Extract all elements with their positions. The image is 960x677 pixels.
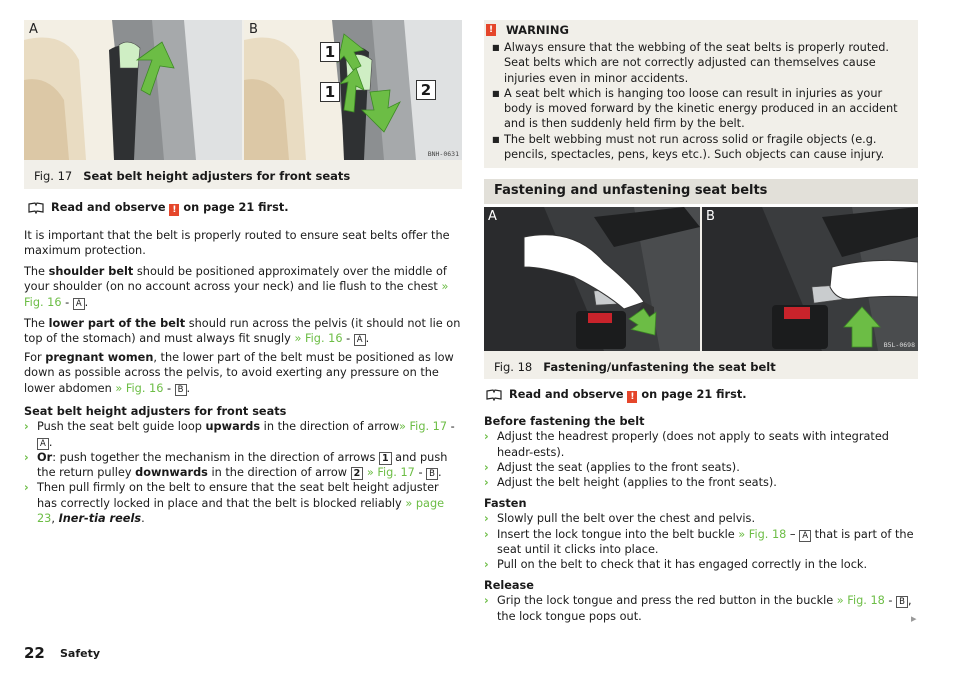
figure-17-caption <box>34 169 350 183</box>
text: should run across the pelvis (it should not lie on top of the stomach) and must always fit snugly <box>24 317 461 346</box>
text: - <box>884 594 897 608</box>
text: - <box>163 381 175 395</box>
warning-icon: ! <box>169 204 179 216</box>
chevron-right-icon: › <box>484 558 489 572</box>
panel-ref-box: A <box>799 530 811 542</box>
text: – <box>786 527 800 541</box>
figure-18-caption-text: Fastening/unfastening the seat belt <box>543 360 776 374</box>
text-bold: Or <box>37 450 53 464</box>
panel-ref-box: B <box>426 468 438 480</box>
list-item <box>484 527 918 558</box>
text: , <box>51 512 59 526</box>
square-bullet-icon: ■ <box>492 134 500 144</box>
panel-ref-box: B <box>896 596 908 608</box>
right-read-observe <box>509 388 747 403</box>
chevron-right-icon: › <box>484 460 489 474</box>
panel-ref-box: A <box>354 334 366 346</box>
list-item <box>484 460 918 475</box>
warning-item <box>492 40 912 86</box>
figure-18-panel-b <box>702 207 918 351</box>
text: - <box>414 466 427 480</box>
text: . <box>84 295 89 309</box>
term-shoulder-belt: shoulder belt <box>48 265 134 278</box>
figure-18-caption <box>494 360 776 374</box>
text: in the direction of arrow <box>260 420 399 434</box>
figure-17-callout-2: 2 <box>416 80 436 100</box>
text-bold: downwards <box>135 466 208 480</box>
list-item <box>484 593 918 624</box>
left-paragraph-4 <box>24 350 462 396</box>
release-heading: Release <box>484 579 534 592</box>
text: Adjust the seat (applies to the front seats). <box>497 460 740 474</box>
fig-17-link[interactable]: » Fig. 17 <box>399 420 448 434</box>
text: . <box>437 466 442 480</box>
before-fastening-section <box>484 414 918 490</box>
text: Insert the lock tongue into the belt buckle <box>497 527 739 541</box>
warning-item <box>492 86 912 132</box>
text: - <box>447 420 455 434</box>
warning-box <box>484 20 918 168</box>
term-lower-belt: lower part of the belt <box>48 317 186 330</box>
warning-text: Always ensure that the webbing of the seat belts is properly routed. Seat belts which are not correctly adjusted can themselves cause injuries even in minor accidents. <box>504 41 889 85</box>
text: . <box>48 435 53 449</box>
chevron-right-icon: › <box>24 420 29 434</box>
text: Pull on the belt to check that it has engaged correctly in the lock. <box>497 558 868 572</box>
before-heading: Before fastening the belt <box>484 415 645 428</box>
text: - <box>342 332 354 346</box>
read-observe-link[interactable]: on page 21 first. <box>183 201 289 214</box>
text: Grip the lock tongue and press the red button in the buckle <box>497 594 837 608</box>
list-item <box>484 475 918 490</box>
text: Push the seat belt guide loop <box>37 420 206 434</box>
figure-18-label-a: A <box>488 209 497 224</box>
figure-17-caption-text: Seat belt height adjusters for front seats <box>83 169 351 183</box>
read-observe-link[interactable]: on page 21 first. <box>641 388 747 401</box>
text: and push the return pulley <box>37 450 448 480</box>
text-italic: Iner-tia reels <box>58 512 142 526</box>
panel-ref-box: A <box>37 438 49 450</box>
text: should be positioned approximately over the middle of your shoulder (on no account across your neck) and lie flush to the chest <box>24 265 447 294</box>
text: : push together the mechanism in the direction of arrows <box>52 450 379 464</box>
fig-16-link[interactable]: » Fig. 16 <box>24 280 449 309</box>
figure-17-callout-1-mid: 1 <box>320 82 340 102</box>
text: . <box>141 512 145 526</box>
text: . <box>365 332 370 346</box>
list-item <box>24 480 462 526</box>
warning-item <box>492 132 912 163</box>
text: , the lock tongue pops out. <box>497 594 912 623</box>
left-paragraph-2 <box>24 264 462 310</box>
page-number: 22 <box>24 644 45 662</box>
chevron-right-icon: › <box>484 430 489 444</box>
section-title: Fastening and unfastening seat belts <box>494 183 768 198</box>
text: Adjust the belt height (applies to the front seats). <box>497 476 777 490</box>
chevron-right-icon: › <box>484 476 489 490</box>
text: The <box>24 317 49 330</box>
figure-17-callout-1-top: 1 <box>320 42 340 62</box>
fig-17-link[interactable]: » Fig. 17 <box>366 466 415 480</box>
figure-18-panel-a <box>484 207 700 351</box>
figure-17-label-b: B <box>249 22 258 37</box>
fasten-section <box>484 496 918 572</box>
next-page-arrow-icon[interactable]: ▸ <box>911 612 917 625</box>
figure-17-code: BNH-0631 <box>427 150 459 158</box>
right-column <box>484 0 918 677</box>
list-item <box>484 429 918 460</box>
square-bullet-icon: ■ <box>492 43 500 52</box>
text: Then pull firmly on the belt to ensure that the seat belt height adjuster has correctly locked in place and that the belt is blocked reliably <box>37 481 439 510</box>
figure-17-panel-b <box>244 20 462 160</box>
book-icon <box>28 202 44 214</box>
text: Slowly pull the belt over the chest and pelvis. <box>497 512 756 526</box>
text: Adjust the headrest properly (does not apply to seats with integrated headr-ests). <box>497 430 889 459</box>
text: , the lower part of the belt must be positioned as low down as possible across the pelvis, to avoid exerting any pressure on the lower abdomen <box>24 351 454 395</box>
fig-16-link[interactable]: » Fig. 16 <box>115 381 164 395</box>
section-heading <box>484 179 918 204</box>
figure-18-illustration-a <box>484 207 700 351</box>
text: that is part of the seat until it clicks into place. <box>497 527 914 556</box>
warning-text: A seat belt which is hanging too loose can result in injuries as your body is moved forward by the kinetic energy produced in an accident and is then suddenly held firm by the belt. <box>504 86 898 131</box>
warning-icon: ! <box>627 391 637 403</box>
figure-17-panel-a <box>24 20 242 160</box>
figure-17-caption-number: Fig. 17 <box>34 169 73 183</box>
adjusters-section <box>24 404 462 526</box>
list-item <box>24 419 462 450</box>
list-item <box>24 450 462 481</box>
fig-18-link[interactable]: » Fig. 18 <box>836 594 885 608</box>
read-observe-text: Read and observe <box>509 388 624 401</box>
chevron-right-icon: › <box>24 450 29 464</box>
text: For <box>24 351 46 364</box>
term-pregnant-women: pregnant women <box>45 351 154 364</box>
chevron-right-icon: › <box>484 512 489 526</box>
figure-18-code: B5L-0698 <box>883 341 915 349</box>
warning-icon: ! <box>486 24 496 36</box>
chevron-right-icon: › <box>484 594 489 608</box>
read-observe-text: Read and observe <box>51 201 166 214</box>
panel-ref-box: A <box>73 298 85 310</box>
chevron-right-icon: › <box>484 527 489 541</box>
fig-18-link[interactable]: » Fig. 18 <box>738 527 787 541</box>
left-read-observe <box>51 201 289 216</box>
figure-17 <box>24 20 462 189</box>
footer-section-name: Safety <box>60 647 101 660</box>
fasten-heading: Fasten <box>484 497 527 510</box>
book-icon <box>486 389 502 401</box>
left-paragraph-3 <box>24 316 462 347</box>
warning-list <box>492 40 912 162</box>
text: . <box>186 381 191 395</box>
fig-16-link[interactable]: » Fig. 16 <box>294 332 343 346</box>
square-bullet-icon: ■ <box>492 88 500 98</box>
figure-18-caption-number: Fig. 18 <box>494 360 533 374</box>
figure-17-illustration-a <box>24 20 242 160</box>
page-23-link[interactable]: » page 23 <box>37 496 445 526</box>
warning-text: The belt webbing must not run across solid or fragile objects (e.g. pencils, spectacles, pens, keys etc.). Such objects can cause injury. <box>504 132 885 162</box>
callout-ref-1: 1 <box>379 452 392 465</box>
text-bold: upwards <box>205 420 261 434</box>
panel-ref-box: B <box>175 384 187 396</box>
figure-18 <box>484 207 918 379</box>
release-section <box>484 578 918 624</box>
adjusters-heading: Seat belt height adjusters for front seats <box>24 405 287 418</box>
chevron-right-icon: › <box>24 481 29 495</box>
warning-title: WARNING <box>506 23 569 37</box>
figure-18-label-b: B <box>706 209 715 224</box>
callout-ref-2: 2 <box>351 467 364 480</box>
left-paragraph-1 <box>24 228 462 259</box>
figure-18-illustration-b <box>702 207 918 351</box>
left-column <box>24 0 462 677</box>
text: - <box>61 295 73 309</box>
text: in the direction of arrow <box>207 466 351 480</box>
figure-17-label-a: A <box>29 22 38 37</box>
text: The <box>24 265 49 278</box>
list-item <box>484 511 918 526</box>
list-item <box>484 557 918 572</box>
paragraph-text: It is important that the belt is properly routed to ensure seat belts offer the maximum protection. <box>24 229 450 258</box>
